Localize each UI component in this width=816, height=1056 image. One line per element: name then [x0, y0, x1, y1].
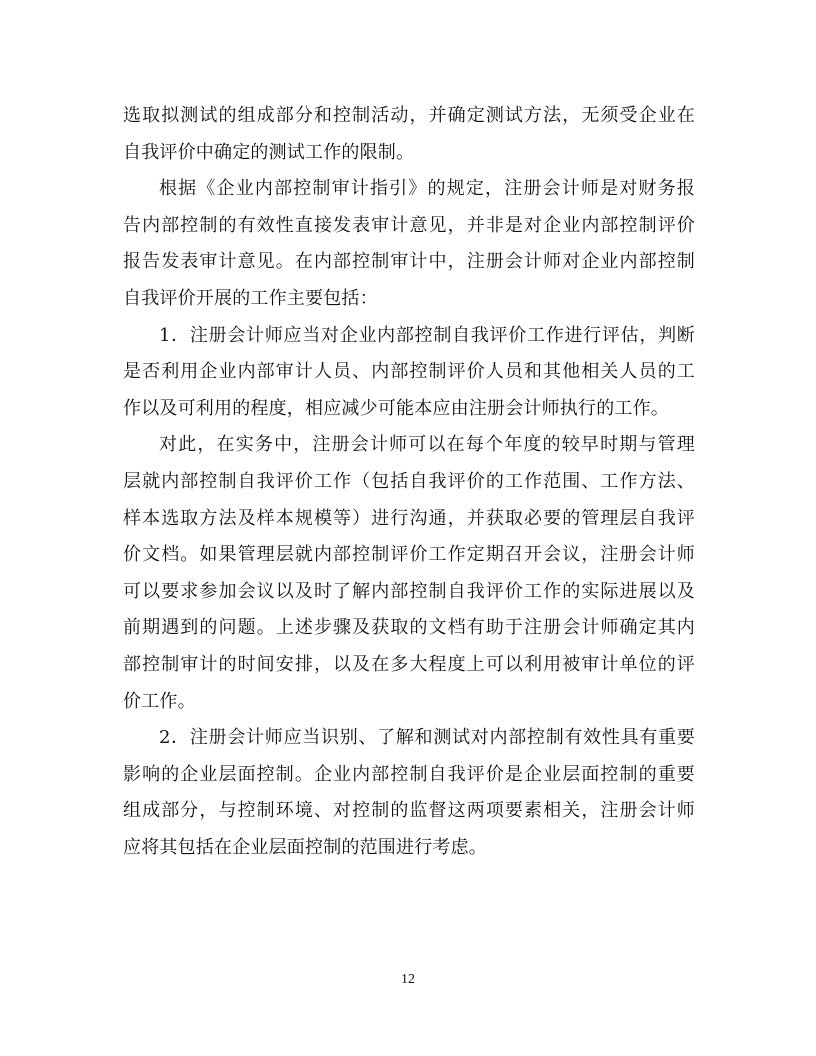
page-number: 12 [401, 972, 415, 987]
text-line: 部控制审计的时间安排，以及在多大程度上可以利用被审计单位的评 [123, 653, 695, 675]
text-line: 样本选取方法及样本规模等）进行沟通，并获取必要的管理层自我评 [123, 507, 695, 529]
text-line: 2．注册会计师应当识别、了解和测试对内部控制有效性具有重要 [159, 727, 695, 749]
text-line: 根据《企业内部控制审计指引》的规定，注册会计师是对财务报 [159, 178, 695, 200]
text-line: 前期遇到的问题。上述步骤及获取的文档有助于注册会计师确定其内 [123, 617, 695, 639]
text-line: 组成部分，与控制环境、对控制的监督这两项要素相关，注册会计师 [123, 800, 695, 822]
text-line: 层就内部控制自我评价工作（包括自我评价的工作范围、工作方法、 [123, 470, 695, 492]
text-line: 告内部控制的有效性直接发表审计意见，并非是对企业内部控制评价 [123, 214, 695, 236]
text-line: 选取拟测试的组成部分和控制活动，并确定测试方法，无须受企业在 [123, 105, 695, 126]
text-line: 应将其包括在企业层面控制的范围进行考虑。 [123, 836, 487, 858]
paragraph-4 [123, 427, 695, 720]
text-line: 影响的企业层面控制。企业内部控制自我评价是企业层面控制的重要 [123, 763, 695, 785]
text-line: 自我评价中确定的测试工作的限制。 [123, 141, 415, 163]
text-line: 对此，在实务中，注册会计师可以在每个年度的较早时期与管理 [159, 434, 695, 456]
text-line: 价文档。如果管理层就内部控制评价工作定期召开会议，注册会计师 [123, 544, 695, 566]
text-line: 作以及可利用的程度，相应减少可能本应由注册会计师执行的工作。 [123, 397, 669, 419]
paragraph-1 [123, 98, 695, 171]
text-line: 可以要求参加会议以及时了解内部控制自我评价工作的实际进展以及 [123, 580, 695, 602]
text-line: 价工作。 [123, 690, 196, 712]
text-line: 1．注册会计师应当对企业内部控制自我评价工作进行评估，判断 [159, 324, 695, 346]
document-page [123, 98, 695, 866]
paragraph-2 [123, 171, 695, 317]
paragraph-3 [123, 318, 695, 428]
text-line: 自我评价开展的工作主要包括： [123, 287, 378, 309]
text-line: 是否利用企业内部审计人员、内部控制评价人员和其他相关人员的工 [123, 361, 695, 383]
text-line: 报告发表审计意见。在内部控制审计中，注册会计师对企业内部控制 [123, 251, 695, 273]
paragraph-5 [123, 720, 695, 866]
